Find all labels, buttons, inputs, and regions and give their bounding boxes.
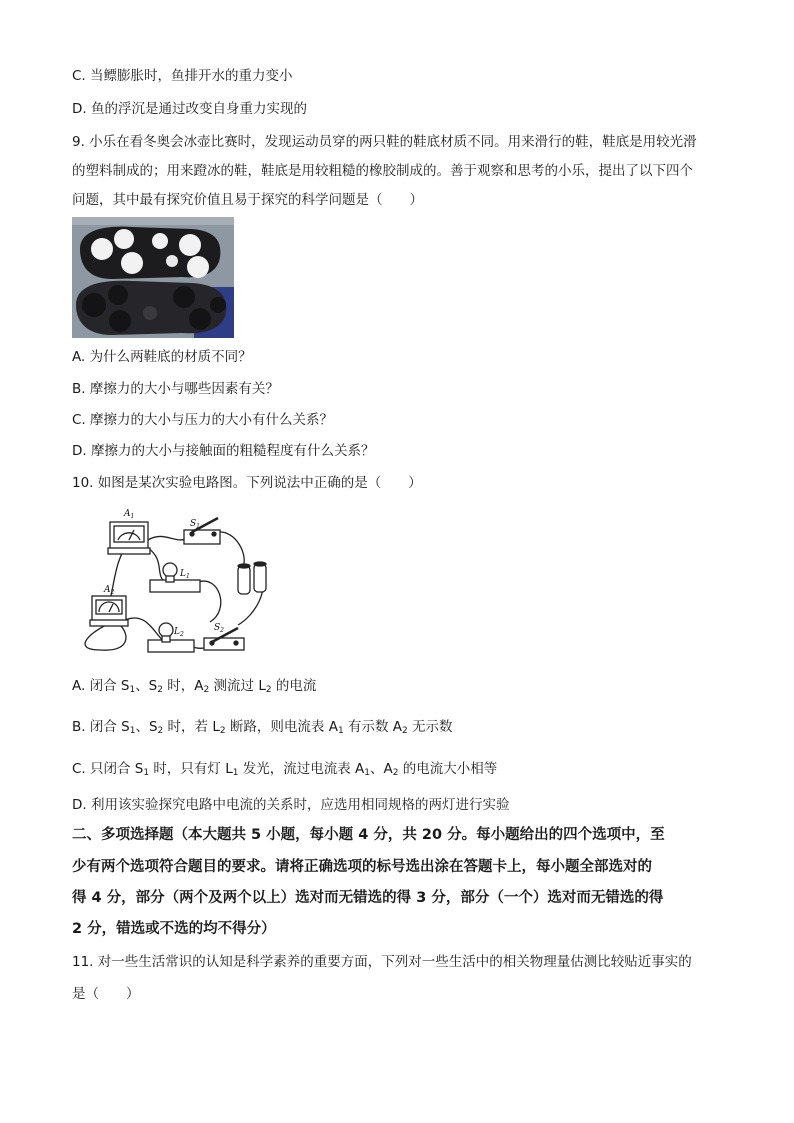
q9-option-c: C. 摩擦力的大小与压力的大小有什么关系？ (72, 412, 334, 428)
q10-stem: 10. 如图是某次实验电路图。下列说法中正确的是（ ） (72, 475, 422, 491)
label-s1: $S_1$ (190, 519, 200, 530)
ammeter-a2-icon (90, 596, 128, 626)
label-a2: $A_2$ (104, 585, 115, 596)
q9-stem-line1: 9. 小乐在看冬奥会冰壶比赛时，发现运动员穿的两只鞋的鞋底材质不同。用来滑行的鞋，鞋底是用较光滑 (72, 134, 697, 150)
battery-icon (238, 562, 266, 594)
section2-heading-line2: 少有两个选项符合题目的要求。请将正确选项的标号选出涂在答题卡上，每小题全部选对的 (72, 859, 652, 875)
circuit-diagram (70, 500, 280, 660)
q10-option-b: B. 闭合 $S_1$、$S_2$ 时，若 $L_2$ 断路，则电流表 $A_1$ 有示数 $A_2$ 无示数 (72, 719, 453, 736)
q10-option-d: D. 利用该实验探究电路中电流的关系时，应选用相同规格的两灯进行实验 (72, 797, 510, 813)
lamp-l2-icon (148, 623, 194, 652)
shoe-soles-photo (72, 217, 234, 338)
section2-heading-line1: 二、多项选择题（本大题共 5 小题，每小题 4 分，共 20 分。每小题给出的四个选项中，至 (72, 827, 665, 843)
q9-stem-line2: 的塑料制成的；用来蹬冰的鞋，鞋底是用较粗糙的橡胶制成的。善于观察和思考的小乐，提出了以下四个 (72, 163, 693, 179)
section2-heading-line4: 2 分，错选或不选的均不得分） (72, 921, 276, 937)
q9-stem-line3: 问题，其中最有探究价值且易于探究的科学问题是（ ） (72, 192, 423, 208)
ammeter-a1-icon (108, 522, 150, 554)
label-a1: $A_1$ (124, 509, 135, 520)
q10-option-c: C. 只闭合 $S_1$ 时，只有灯 $L_1$ 发光，流过电流表 $A_1$、$A_2$ 的电流大小相等 (72, 761, 498, 778)
label-l1: $L_1$ (180, 569, 190, 580)
switch-s2-icon (204, 628, 244, 650)
section2-heading-line3: 得 4 分，部分（两个及两个以上）选对而无错选的得 3 分，部分（一个）选对而无错选的得 (72, 890, 664, 906)
q11-stem-line2: 是（ ） (72, 986, 140, 1002)
label-l2: $L_2$ (174, 627, 184, 638)
q9-option-b: B. 摩擦力的大小与哪些因素有关？ (72, 381, 279, 397)
q8-option-d: D. 鱼的浮沉是通过改变自身重力实现的 (72, 101, 307, 117)
q11-stem-line1: 11. 对一些生活常识的认知是科学素养的重要方面，下列对一些生活中的相关物理量估测比较贴近事实的 (72, 954, 692, 970)
q9-option-a: A. 为什么两鞋底的材质不同？ (72, 349, 252, 365)
q10-option-a: A. 闭合 $S_1$、$S_2$ 时，$A_2$ 测流过 $L_2$ 的电流 (72, 678, 317, 695)
q8-option-c: C. 当鳔膨胀时，鱼排开水的重力变小 (72, 68, 293, 84)
lamp-l1-icon (150, 563, 200, 592)
label-s2: $S_2$ (214, 623, 224, 634)
q9-option-d: D. 摩擦力的大小与接触面的粗糙程度有什么关系？ (72, 443, 375, 459)
